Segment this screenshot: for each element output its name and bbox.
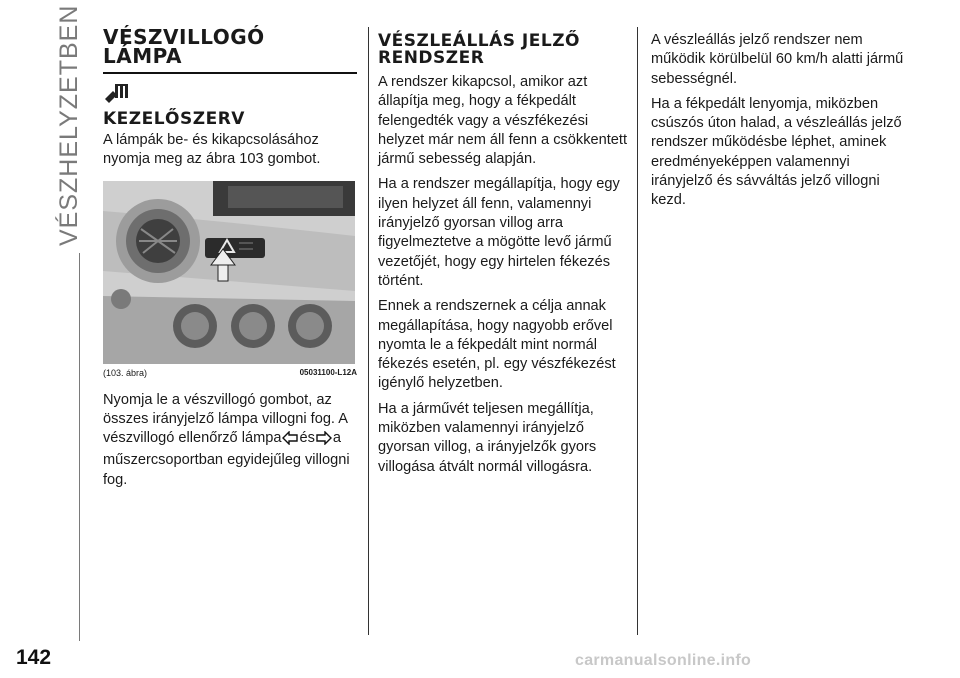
dashboard-figure bbox=[103, 181, 355, 364]
equipment-icon bbox=[103, 81, 357, 109]
section-title bbox=[103, 25, 357, 68]
hazard-paragraph bbox=[103, 391, 357, 490]
section-title-line-2: LÁMPA bbox=[103, 44, 182, 68]
paragraph: A vészleállás jelző rendszer nem működik körülbelül 60 km/h alatti jármű sebességnél. bbox=[651, 32, 904, 87]
column-2 bbox=[378, 33, 632, 483]
column-separator bbox=[637, 27, 638, 635]
column-separator bbox=[368, 27, 369, 635]
paragraph: Ha a járművét teljesen megállítja, miközben valamennyi irányjelző gyorsan villog, a irányjelzők gyors villogása átvált normál villogásra. bbox=[378, 400, 597, 475]
figure-label: (103. ábra) bbox=[103, 367, 148, 378]
subheading: KEZELŐSZERV bbox=[103, 109, 245, 129]
intro-paragraph: A lámpák be- és kikapcsolásához nyomja meg az ábra 103 gombot. bbox=[103, 132, 321, 168]
paragraph: Ha a fékpedált lenyomja, miközben csúszós úton halad, a vészleállás jelző rendszer működésbe léphet, aminek eredményeképpen valamennyi irányjelző és sávváltás jelző villogni kezd. bbox=[651, 95, 902, 209]
side-rule bbox=[79, 253, 80, 641]
footer-watermark: carmanualsonline.info bbox=[575, 652, 752, 669]
section-title-line-1: VÉSZVILLOGÓ bbox=[103, 25, 265, 49]
column-1 bbox=[103, 25, 357, 496]
side-section-title: VÉSZHELYZETBEN bbox=[55, 4, 83, 246]
figure-caption bbox=[103, 368, 357, 378]
hazard-text-part-2: a műszercsoportban egyidejűleg villogni fog. bbox=[103, 430, 350, 488]
paragraph: A rendszer kikapcsol, amikor azt állapítja meg, hogy a fékpedált felengedték vagy a vészfékezési helyzet már nem áll fenn a csökkentett jármű sebesség alapján. bbox=[378, 74, 628, 168]
section-title-line-2: RENDSZER bbox=[378, 48, 485, 68]
section-title bbox=[378, 33, 632, 67]
turn-signal-left-icon bbox=[282, 431, 298, 451]
hazard-text-part-1: Nyomja le a vészvillogó gombot, az összes irányjelző lámpa villogni fog. A vészvillogó ellenőrző lámpa bbox=[103, 391, 348, 447]
hazard-text-and: és bbox=[299, 430, 315, 447]
section-title-line-1: VÉSZLEÁLLÁS JELZŐ bbox=[378, 31, 580, 51]
turn-signal-right-icon bbox=[316, 431, 332, 451]
figure-code: 05031100-L12A bbox=[299, 367, 357, 377]
title-rule bbox=[103, 72, 357, 74]
paragraph: Ennek a rendszernek a célja annak megállapítása, hogy nagyobb erővel nyomta le a fékpedált mint normál fékezés esetén, pl. egy vészfékezést igénylő helyzetben. bbox=[378, 298, 616, 392]
paragraph: Ha a rendszer megállapítja, hogy egy ilyen helyzet áll fenn, valamennyi irányjelző gyorsan villog arra figyelmeztetve a mögötte levő jármű vezetőjét, hogy egy hirtelen fékezés történt. bbox=[378, 176, 620, 289]
column-3 bbox=[651, 31, 913, 217]
page-number: 142 bbox=[16, 646, 52, 669]
